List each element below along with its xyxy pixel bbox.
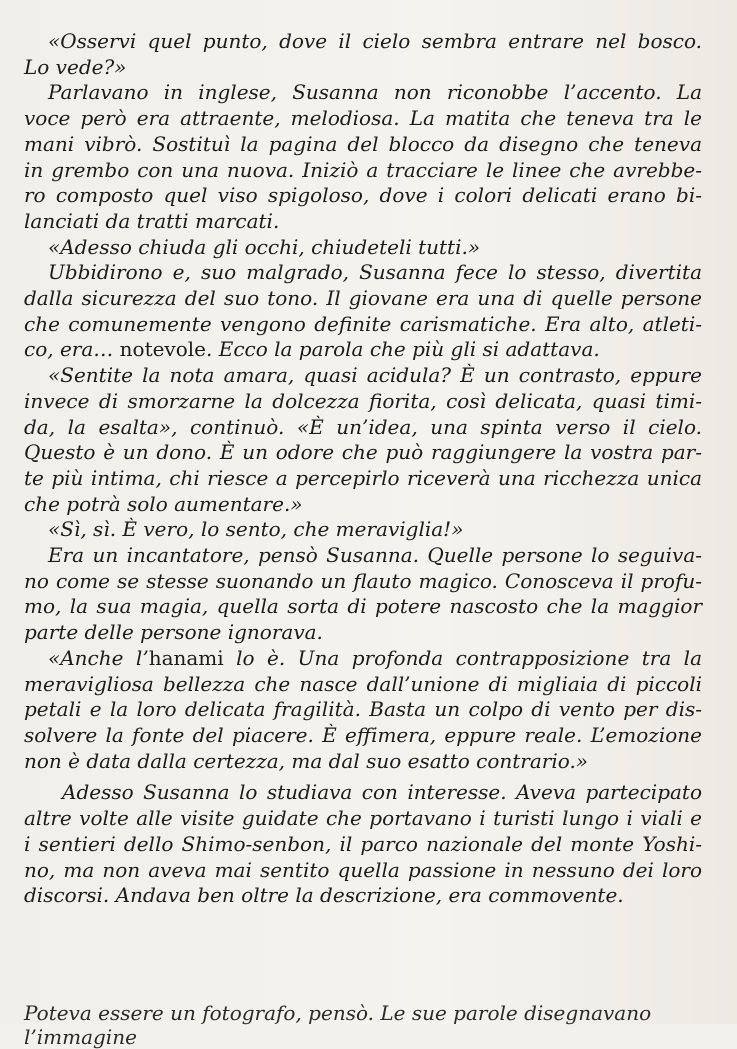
text-line	[24, 594, 702, 620]
text-line	[24, 235, 702, 261]
text-segment: meravigliosa bellezza che nasce dall’unione di migliaia di piccoli	[24, 671, 702, 696]
text-segment: «Anche l’	[48, 645, 149, 670]
text-segment: i sentieri dello Shimo-senbon, il parco nazionale del monte Yoshi-	[24, 831, 702, 856]
text-segment: che comunemente vengono definite carismatiche. Era alto, atleti-	[24, 311, 702, 336]
text-segment: te più intima, chi riesce a percepirlo riceverà una ricchezza unica	[24, 465, 702, 490]
text-line	[24, 286, 702, 312]
text-segment: . Ecco la parola che più gli si adattava.	[206, 337, 600, 362]
body-text	[24, 29, 702, 909]
text-segment: Lo vede?»	[24, 54, 127, 79]
text-segment: Era un incantatore, pensò Susanna. Quelle persone lo seguiva-	[48, 543, 702, 568]
text-line	[24, 806, 702, 832]
text-segment: «Sentite la nota amara, quasi acidula? È un contrasto, eppure	[48, 363, 702, 388]
text-line	[24, 312, 702, 338]
text-line	[24, 132, 702, 158]
text-line	[24, 672, 702, 698]
text-line	[24, 723, 702, 749]
cut-off-line-text: Poteva essere un fotografo, pensò. Le sue parole disegnavano l’immagine	[24, 1001, 652, 1049]
text-segment: Adesso Susanna lo studiava con interesse. Aveva partecipato	[62, 780, 702, 805]
text-line	[24, 780, 702, 806]
text-segment: discorsi. Andava ben oltre la descrizione, era commovente.	[24, 883, 624, 908]
text-segment: no come se stesse suonando un flauto magico. Conosceva il profu-	[24, 568, 702, 593]
text-segment: dalla sicurezza del suo tono. Il giovane era una di quelle persone	[24, 286, 702, 311]
text-segment: Questo è un dono. È un odore che può raggiungere la vostra par-	[24, 440, 702, 465]
text-segment: altre volte alle visite guidate che portavano i turisti lungo i viali e	[24, 806, 702, 831]
text-segment: solvere la fonte del piacere. È effimera, eppure reale. L’emozione	[24, 722, 702, 747]
text-segment: lanciati da tratti marcati.	[24, 208, 280, 233]
text-line	[24, 697, 702, 723]
roman-word: hanami	[148, 645, 224, 670]
text-segment: parte delle persone ignorava.	[24, 620, 323, 645]
text-segment: che potrà solo aumentare.»	[24, 491, 303, 516]
text-line	[24, 29, 702, 55]
text-line	[24, 858, 702, 884]
text-line	[24, 883, 702, 909]
text-line	[24, 363, 702, 389]
text-line	[24, 543, 702, 569]
text-segment: voce però era attraente, melodiosa. La matita che teneva tra le	[24, 106, 702, 131]
text-line	[24, 569, 702, 595]
text-segment: in grembo con una nuova. Iniziò a tracciare le linee che avrebbe-	[24, 157, 702, 182]
text-line	[24, 106, 702, 132]
text-line	[24, 832, 702, 858]
text-segment: «Sì, sì. È vero, lo sento, che meraviglia!»	[48, 517, 464, 542]
roman-word: notevole	[119, 337, 207, 362]
text-segment: Parlavano in inglese, Susanna non riconobbe l’accento. La	[48, 80, 702, 105]
text-line	[24, 158, 702, 184]
text-segment: «Adesso chiuda gli occhi, chiudeteli tutti.»	[48, 234, 481, 259]
text-line	[24, 260, 702, 286]
text-line	[24, 389, 702, 415]
text-segment: no, ma non aveva mai sentito quella passione in nessuno dei loro	[24, 857, 702, 882]
text-line	[24, 466, 702, 492]
text-line	[24, 749, 702, 775]
text-segment: petali e la loro delicata fragilità. Basta un colpo di vento per dis-	[24, 697, 702, 722]
text-line	[24, 183, 702, 209]
text-segment: da, la esalta», continuò. «È un’idea, una spinta verso il cielo.	[24, 414, 702, 439]
text-line	[24, 620, 702, 646]
text-segment: «Osservi quel punto, dove il cielo sembra entrare nel bosco.	[48, 29, 702, 53]
text-line	[24, 209, 702, 235]
text-line	[24, 517, 702, 543]
text-segment: non è data dalla certezza, ma dal suo esatto contrario.»	[24, 748, 589, 773]
text-line	[24, 440, 702, 466]
text-segment: lo è. Una profonda contrapposizione tra la	[223, 645, 703, 670]
text-line	[24, 80, 702, 106]
text-segment: Ubbidirono e, suo malgrado, Susanna fece lo stesso, divertita	[48, 260, 702, 285]
text-line	[24, 646, 702, 672]
text-segment: mani vibrò. Sostituì la pagina del blocco da disegno che teneva	[24, 131, 702, 156]
cut-off-line	[24, 1001, 702, 1049]
text-segment: mo, la sua magia, quella sorta di potere nascosto che la maggior	[24, 594, 702, 619]
text-segment: ro composto quel viso spigoloso, dove i colori delicati erano bi-	[24, 183, 702, 208]
text-segment: invece di smorzarne la dolcezza fiorita, così delicata, quasi timi-	[24, 388, 702, 413]
text-line	[24, 415, 702, 441]
text-line	[24, 337, 702, 363]
text-segment: co, era…	[24, 337, 120, 362]
text-line	[24, 492, 702, 518]
text-line	[24, 55, 702, 81]
